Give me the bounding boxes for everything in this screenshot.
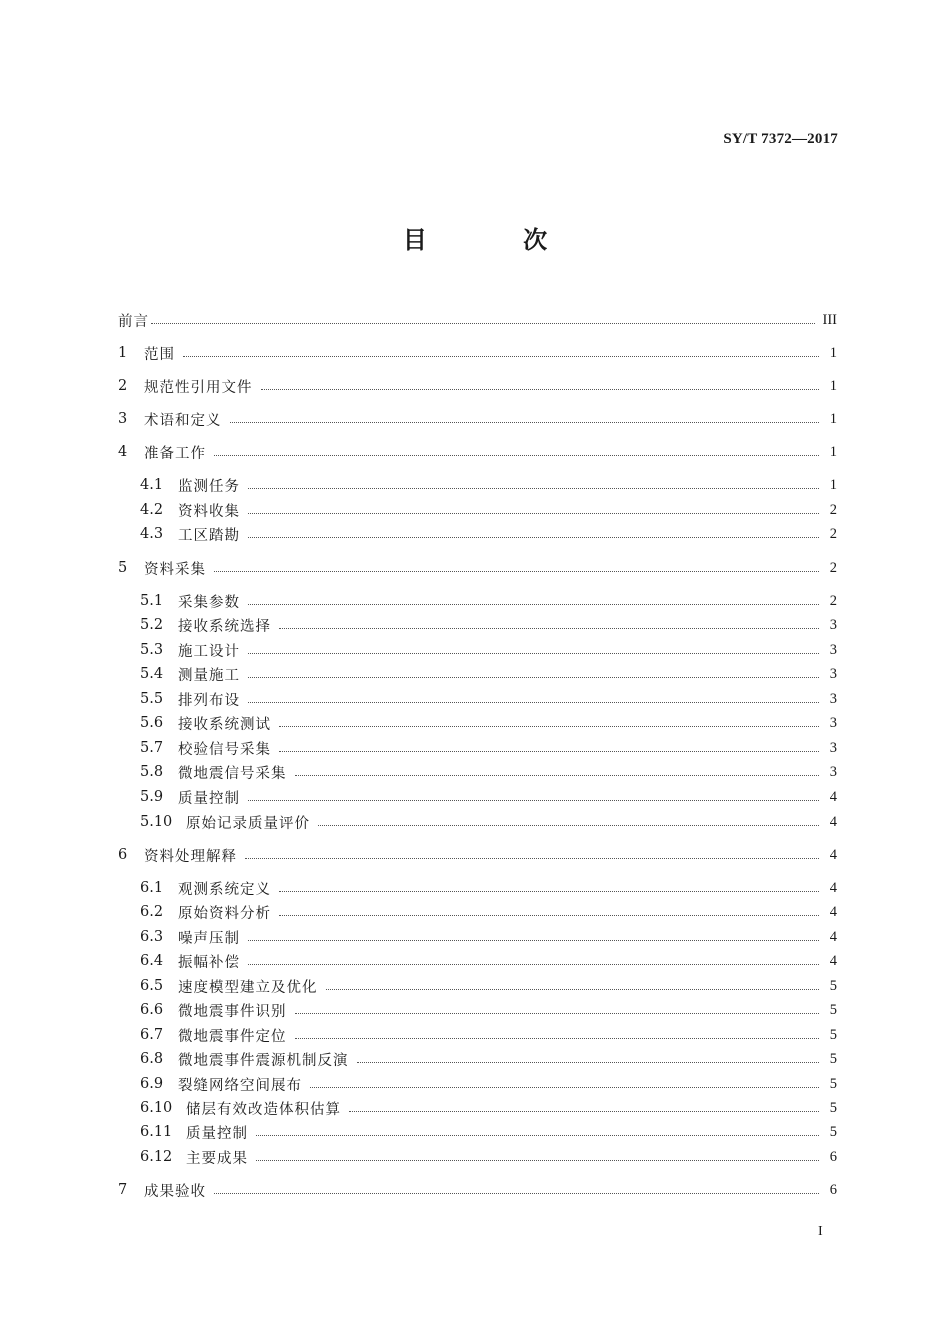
toc-entry[interactable] xyxy=(140,1097,837,1119)
toc-entry[interactable] xyxy=(140,950,837,972)
toc-entry-page: 4 xyxy=(829,813,837,830)
toc-entry[interactable] xyxy=(140,663,837,685)
toc-entry-label: 原始记录质量评价 xyxy=(186,815,310,832)
toc-entry[interactable] xyxy=(140,590,837,612)
page-number: I xyxy=(818,1224,823,1239)
toc-entry-page: 6 xyxy=(829,1148,837,1165)
toc-entry-number: 6.2 xyxy=(140,904,164,920)
toc-leader-dots xyxy=(214,1193,819,1194)
toc-entry-number: 7 xyxy=(118,1182,128,1198)
toc-entry-page: 2 xyxy=(829,592,837,609)
toc-leader-dots xyxy=(214,571,819,572)
toc-entry[interactable] xyxy=(140,1048,837,1070)
toc-entry-number: 5.5 xyxy=(140,691,164,707)
toc-entry[interactable] xyxy=(140,614,837,636)
toc-entry[interactable] xyxy=(140,975,837,997)
toc-entry-page: 4 xyxy=(829,879,837,896)
toc-entry[interactable] xyxy=(140,811,837,833)
toc-entry[interactable] xyxy=(140,901,837,923)
toc-entry-label: 准备工作 xyxy=(144,445,206,462)
toc-entry-number: 4.2 xyxy=(140,502,164,518)
toc-entry-number: 5.9 xyxy=(140,789,164,805)
toc-entry-label: 储层有效改造体积估算 xyxy=(186,1101,341,1118)
toc-entry-label: 规范性引用文件 xyxy=(144,379,253,396)
toc-entry-number: 3 xyxy=(118,411,128,427)
toc-entry-number: 6.8 xyxy=(140,1051,164,1067)
toc-entry-label: 质量控制 xyxy=(178,790,240,807)
toc-leader-dots xyxy=(357,1062,820,1063)
toc-leader-dots xyxy=(256,1135,819,1136)
toc-entry[interactable] xyxy=(140,926,837,948)
toc-entry-number: 5 xyxy=(118,560,128,576)
toc-entry-number: 5.6 xyxy=(140,715,164,731)
toc-entry[interactable] xyxy=(140,688,837,710)
toc-leader-dots xyxy=(230,422,820,423)
toc-entry-label: 微地震信号采集 xyxy=(178,765,287,782)
toc-entry-page: 3 xyxy=(829,616,837,633)
toc-entry-page: III xyxy=(822,311,837,328)
toc-entry-number: 6 xyxy=(118,847,128,863)
toc-leader-dots xyxy=(279,726,819,727)
toc-entry-number: 6.11 xyxy=(140,1124,173,1140)
toc-entry-page: 6 xyxy=(829,1181,837,1198)
toc-entry-label: 资料处理解释 xyxy=(144,848,237,865)
toc-entry-page: 3 xyxy=(829,690,837,707)
toc-entry[interactable] xyxy=(140,639,837,661)
toc-entry-label: 成果验收 xyxy=(144,1183,206,1200)
toc-entry-label: 主要成果 xyxy=(186,1150,248,1167)
toc-entry-page: 5 xyxy=(829,1099,837,1116)
toc-leader-dots xyxy=(151,323,815,324)
toc-entry[interactable] xyxy=(118,408,837,430)
toc-entry-number: 6.4 xyxy=(140,953,164,969)
toc-entry-page: 4 xyxy=(829,846,837,863)
toc-entry[interactable] xyxy=(118,375,837,397)
toc-entry-number: 5.10 xyxy=(140,814,173,830)
toc-entry-page: 5 xyxy=(829,1026,837,1043)
toc-entry-label: 振幅补偿 xyxy=(178,954,240,971)
toc-leader-dots xyxy=(248,513,819,514)
standard-code: SY/T 7372—2017 xyxy=(723,131,838,147)
toc-entry-number: 5.2 xyxy=(140,617,164,633)
toc-leader-dots xyxy=(245,858,819,859)
toc-entry-page: 1 xyxy=(829,344,837,361)
toc-leader-dots xyxy=(279,915,819,916)
toc-entry[interactable] xyxy=(118,342,837,364)
page-title: 目 次 xyxy=(402,226,592,254)
toc-entry-page: 4 xyxy=(829,928,837,945)
toc-leader-dots xyxy=(261,389,820,390)
toc-entry-label: 资料收集 xyxy=(178,503,240,520)
toc-leader-dots xyxy=(326,989,820,990)
toc-entry-number: 6.10 xyxy=(140,1100,173,1116)
toc-entry-number: 5.8 xyxy=(140,764,164,780)
toc-leader-dots xyxy=(295,1038,820,1039)
toc-leader-dots xyxy=(248,940,819,941)
toc-entry-label: 接收系统选择 xyxy=(178,618,271,635)
toc-entry-page: 1 xyxy=(829,410,837,427)
toc-entry-label: 工区踏勘 xyxy=(178,527,240,544)
toc-entry-label: 校验信号采集 xyxy=(178,741,271,758)
toc-entry-number: 5.1 xyxy=(140,593,164,609)
toc-entry-number: 5.3 xyxy=(140,642,164,658)
toc-entry-page: 5 xyxy=(829,1123,837,1140)
toc-leader-dots xyxy=(248,604,819,605)
toc-leader-dots xyxy=(295,775,820,776)
toc-entry-number: 2 xyxy=(118,378,128,394)
toc-entry-label: 微地震事件定位 xyxy=(178,1028,287,1045)
toc-entry-page: 5 xyxy=(829,1050,837,1067)
toc-entry-label: 排列布设 xyxy=(178,692,240,709)
toc-entry[interactable] xyxy=(140,474,837,496)
toc-entry-label: 观测系统定义 xyxy=(178,881,271,898)
toc-entry-page: 3 xyxy=(829,739,837,756)
toc-entry-number: 6.3 xyxy=(140,929,164,945)
toc-entry-label: 速度模型建立及优化 xyxy=(178,979,318,996)
toc-entry-page: 3 xyxy=(829,641,837,658)
toc-entry-label: 资料采集 xyxy=(144,561,206,578)
toc-entry-page: 1 xyxy=(829,443,837,460)
toc-entry[interactable] xyxy=(140,1121,837,1143)
toc-entry-page: 4 xyxy=(829,903,837,920)
toc-entry-page: 2 xyxy=(829,559,837,576)
toc-entry[interactable] xyxy=(140,737,837,759)
toc-entry-label: 测量施工 xyxy=(178,667,240,684)
toc-entry-number: 4 xyxy=(118,444,128,460)
toc-entry[interactable] xyxy=(140,1146,837,1168)
toc-entry-page: 5 xyxy=(829,1001,837,1018)
toc-leader-dots xyxy=(256,1160,819,1161)
toc-entry-label: 微地震事件识别 xyxy=(178,1003,287,1020)
toc-entry[interactable] xyxy=(140,499,837,521)
toc-entry-number: 4.3 xyxy=(140,526,164,542)
toc-entry-label: 监测任务 xyxy=(178,478,240,495)
toc-entry-number: 6.5 xyxy=(140,978,164,994)
toc-entry-number: 6.1 xyxy=(140,880,164,896)
toc-entry-number: 5.4 xyxy=(140,666,164,682)
toc-entry-label: 前言 xyxy=(118,313,149,330)
toc-leader-dots xyxy=(183,356,819,357)
toc-entry-number: 1 xyxy=(118,345,128,361)
toc-entry-label: 微地震事件震源机制反演 xyxy=(178,1052,349,1069)
toc-entry[interactable] xyxy=(118,441,837,463)
toc-entry-number: 4.1 xyxy=(140,477,164,493)
toc-leader-dots xyxy=(248,800,819,801)
toc-entry[interactable] xyxy=(118,1179,837,1201)
toc-entry-number: 6.12 xyxy=(140,1149,173,1165)
toc-leader-dots xyxy=(248,702,819,703)
toc-leader-dots xyxy=(349,1111,819,1112)
toc-entry-label: 术语和定义 xyxy=(144,412,222,429)
toc-entry-label: 采集参数 xyxy=(178,594,240,611)
toc-entry-page: 5 xyxy=(829,977,837,994)
toc-leader-dots xyxy=(214,455,819,456)
toc-entry-label: 原始资料分析 xyxy=(178,905,271,922)
toc-entry-page: 3 xyxy=(829,714,837,731)
toc-leader-dots xyxy=(248,964,819,965)
toc-entry-label: 接收系统测试 xyxy=(178,716,271,733)
toc-entry-page: 4 xyxy=(829,788,837,805)
toc-leader-dots xyxy=(248,488,819,489)
toc-entry-label: 裂缝网络空间展布 xyxy=(178,1077,302,1094)
toc-entry-page: 1 xyxy=(829,377,837,394)
toc-entry-label: 质量控制 xyxy=(186,1125,248,1142)
toc-leader-dots xyxy=(295,1013,820,1014)
toc-entry[interactable] xyxy=(140,1073,837,1095)
toc-entry-label: 范围 xyxy=(144,346,175,363)
toc-leader-dots xyxy=(279,891,819,892)
toc-entry-page: 4 xyxy=(829,952,837,969)
toc-entry-page: 3 xyxy=(829,763,837,780)
toc-entry-page: 3 xyxy=(829,665,837,682)
toc-entry-number: 6.6 xyxy=(140,1002,164,1018)
toc-entry[interactable] xyxy=(118,557,837,579)
toc-entry-number: 5.7 xyxy=(140,740,164,756)
toc-entry[interactable] xyxy=(140,523,837,545)
toc-entry[interactable] xyxy=(140,761,837,783)
toc-entry[interactable] xyxy=(140,1024,837,1046)
toc-entry-page: 1 xyxy=(829,476,837,493)
toc-leader-dots xyxy=(279,628,819,629)
toc-entry[interactable] xyxy=(140,877,837,899)
toc-entry[interactable] xyxy=(140,712,837,734)
toc-entry-page: 2 xyxy=(829,501,837,518)
toc-leader-dots xyxy=(248,537,819,538)
toc-entry[interactable] xyxy=(118,844,837,866)
toc-entry-page: 2 xyxy=(829,525,837,542)
toc-entry[interactable] xyxy=(118,309,837,331)
toc-entry[interactable] xyxy=(140,999,837,1021)
toc-entry-label: 施工设计 xyxy=(178,643,240,660)
toc-leader-dots xyxy=(318,825,819,826)
toc-entry-number: 6.7 xyxy=(140,1027,164,1043)
toc-entry[interactable] xyxy=(140,786,837,808)
toc-leader-dots xyxy=(248,653,819,654)
toc-leader-dots xyxy=(279,751,819,752)
toc-entry-page: 5 xyxy=(829,1075,837,1092)
toc-entry-label: 噪声压制 xyxy=(178,930,240,947)
toc-entry-number: 6.9 xyxy=(140,1076,164,1092)
toc-leader-dots xyxy=(310,1087,819,1088)
toc-leader-dots xyxy=(248,677,819,678)
